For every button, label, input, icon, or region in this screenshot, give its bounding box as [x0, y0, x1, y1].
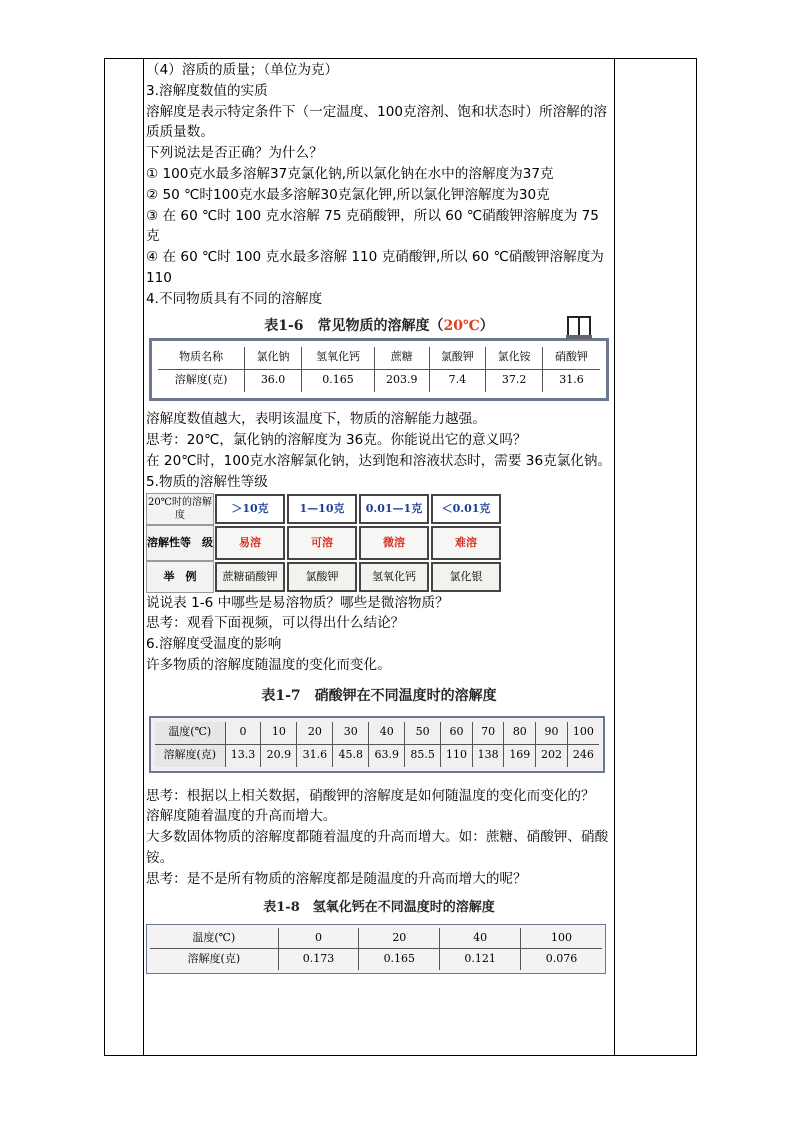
text-line: 溶解度数值越大，表明该温度下，物质的溶解能力越强。: [146, 411, 486, 428]
table-cell: 30: [333, 720, 369, 745]
table-cell: 氯酸钾: [429, 344, 486, 370]
table-cell: 20: [297, 720, 333, 745]
table-1-8: [147, 925, 605, 974]
text-line: 思考：20℃，氯化钠的溶解度为 36克。你能说出它的意义吗？: [146, 432, 527, 449]
grade-example: 氯酸钾: [287, 562, 357, 592]
table-cell: 10: [261, 720, 297, 745]
table-1-7: [151, 718, 603, 771]
table-cell: 60: [441, 720, 473, 745]
grade-example: 蔗糖硝酸钾: [215, 562, 285, 592]
table-1-6-title: 表1-6 常见物质的溶解度（20℃）: [264, 317, 494, 334]
table-cell: 0.165: [359, 949, 440, 972]
table-cell: 溶解度(克): [149, 949, 279, 972]
text-line: 说说表 1-6 中哪些是易溶物质？哪些是微溶物质？: [146, 594, 449, 611]
grade-example-label: 举 例: [146, 561, 214, 593]
table-1-7-frame: [149, 716, 605, 773]
text-line: 思考：根据以上相关数据，硝酸钾的溶解度是如何随温度的变化而变化的？: [146, 787, 595, 804]
table-1-8-frame: [146, 924, 606, 975]
table-cell: 36.0: [245, 369, 302, 395]
table-cell: 31.6: [542, 369, 603, 395]
column-divider-right: [614, 59, 615, 1055]
table-cell: 100: [520, 926, 603, 949]
grade-range: ＞10克: [215, 494, 285, 524]
table-cell: 0.076: [520, 949, 603, 972]
table-cell: 0.165: [301, 369, 374, 395]
table-cell: 40: [369, 720, 405, 745]
table-1-8-title: 表1-8 氢氧化钙在不同温度时的溶解度: [263, 899, 495, 915]
section-heading: 4.不同物质具有不同的溶解度: [146, 290, 323, 307]
table-row: [149, 949, 604, 972]
section-heading: 3.溶解度数值的实质: [146, 82, 268, 99]
text-line: ③ 在 60 ℃时 100 克水溶解 75 克硝酸钾，所以 60 ℃硝酸钾溶解度为 75 克: [146, 207, 599, 245]
text-line: 下列说法是否正确？为什么？: [146, 145, 323, 162]
text-line: ② 50 ℃时100克水最多溶解30克氯化钾,所以氯化钾溶解度为30克: [146, 186, 550, 203]
table-cell: 90: [536, 720, 568, 745]
table-cell: 50: [405, 720, 441, 745]
table-cell: 氯化钠: [245, 344, 302, 370]
table-cell: 110: [441, 744, 473, 769]
grade-range: 1—10克: [287, 494, 357, 524]
table-cell: 蔗糖: [375, 344, 429, 370]
table-cell: 0.173: [278, 949, 359, 972]
grade-level: 微溶: [359, 526, 429, 560]
solubility-grade-figure: [146, 493, 508, 593]
text-line: 在 20℃时，100克水溶解氯化钠，达到饱和溶液状态时，需要 36克氯化钠。: [146, 452, 612, 469]
table-row: [153, 744, 601, 769]
table-cell: 169: [504, 744, 536, 769]
table-cell: 80: [504, 720, 536, 745]
table-cell: 物质名称: [155, 344, 245, 370]
table-cell: 63.9: [369, 744, 405, 769]
grade-range: 0.01—1克: [359, 494, 429, 524]
table-1-6: [152, 341, 606, 398]
table-cell: 溶解度(克): [155, 369, 245, 395]
grade-level: 难溶: [431, 526, 501, 560]
table-cell: 7.4: [429, 369, 486, 395]
section-heading: 5.物质的溶解性等级: [146, 473, 268, 490]
table-cell: 40: [440, 926, 521, 949]
table-cell: 温度(℃): [149, 926, 279, 949]
table-row: [153, 720, 601, 745]
table-cell: 20.9: [261, 744, 297, 769]
lesson-content: [146, 60, 612, 983]
text-line: ① 100克水最多溶解37克氯化钠,所以氯化钠在水中的溶解度为37克: [146, 165, 554, 182]
table-row: [155, 344, 603, 370]
text-line: 大多数固体物质的溶解度都随着温度的升高而增大。如：蔗糖、硝酸钾、硝酸铵。: [146, 829, 609, 866]
text-line: ④ 在 60 ℃时 100 克水最多溶解 110 克硝酸钾,所以 60 ℃硝酸钾溶解度为 110: [146, 249, 604, 286]
table-1-6-figure: [146, 314, 612, 408]
table-cell: 138: [472, 744, 504, 769]
text-line: 溶解度是表示特定条件下（一定温度、100克溶剂、饱和状态时）所溶解的溶质质量数。: [146, 103, 607, 141]
text-line: 溶解度随着温度的升高而增大。: [146, 808, 337, 825]
grade-level: 易溶: [215, 526, 285, 560]
table-cell: 硝酸钾: [542, 344, 603, 370]
table-1-8-figure: [146, 896, 612, 981]
table-cell: 13.3: [225, 744, 261, 769]
table-cell: 溶解度(克): [153, 744, 225, 769]
table-cell: 202: [536, 744, 568, 769]
table-row: [155, 369, 603, 395]
grade-example: 氢氧化钙: [359, 562, 429, 592]
table-cell: 85.5: [405, 744, 441, 769]
column-divider-left: [143, 59, 144, 1055]
book-icon: [564, 314, 594, 340]
grade-level-label: 溶解性等 级: [146, 525, 214, 561]
table-cell: 0: [278, 926, 359, 949]
text-line: 思考：观看下面视频，可以得出什么结论？: [146, 615, 405, 632]
text-line: 许多物质的溶解度随温度的变化而变化。: [146, 656, 391, 673]
table-1-7-title: 表1-7 硝酸钾在不同温度时的溶解度: [261, 687, 497, 704]
table-cell: 0.121: [440, 949, 521, 972]
table-1-6-frame: [149, 338, 609, 401]
table-cell: 0: [225, 720, 261, 745]
table-cell: 246: [567, 744, 601, 769]
text-line: 思考：是不是所有物质的溶解度都是随温度的升高而增大的呢？: [146, 870, 527, 887]
table-cell: 37.2: [486, 369, 543, 395]
table-cell: 45.8: [333, 744, 369, 769]
table-row: [149, 926, 604, 949]
table-cell: 氯化铵: [486, 344, 543, 370]
table-cell: 203.9: [375, 369, 429, 395]
table-cell: 20: [359, 926, 440, 949]
grade-range: ＜0.01克: [431, 494, 501, 524]
grade-level: 可溶: [287, 526, 357, 560]
grade-header: 20℃时的溶解度: [146, 493, 214, 525]
section-heading: 6.溶解度受温度的影响: [146, 636, 282, 653]
grade-example: 氯化银: [431, 562, 501, 592]
table-cell: 100: [567, 720, 601, 745]
table-cell: 温度(℃): [153, 720, 225, 745]
table-cell: 氢氧化钙: [301, 344, 374, 370]
text-line: （4）溶质的质量；（单位为克）: [146, 62, 339, 78]
table-cell: 31.6: [297, 744, 333, 769]
table-1-7-figure: [146, 684, 612, 780]
table-cell: 70: [472, 720, 504, 745]
